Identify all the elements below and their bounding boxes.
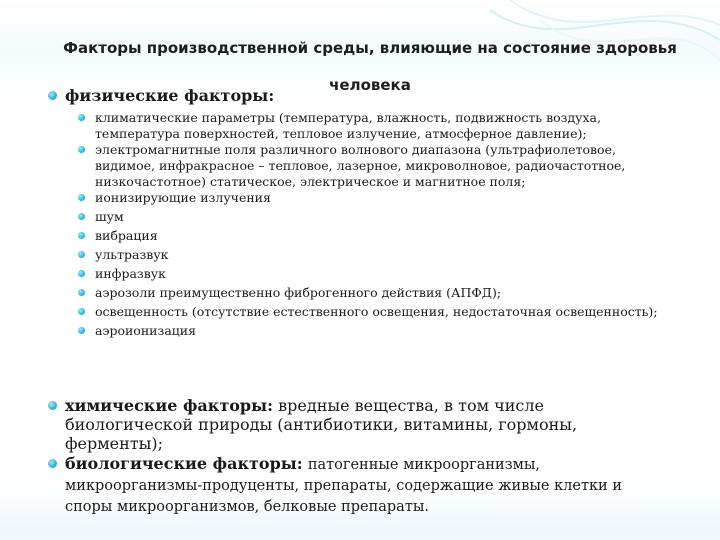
biological-factors-heading: биологические факторы: <box>65 454 303 473</box>
bullet-icon <box>78 308 85 315</box>
bullet-icon <box>78 232 85 239</box>
list-item: ионизирующие излучения <box>78 190 668 206</box>
bullet-icon <box>78 327 85 334</box>
list-item: инфразвук <box>78 266 668 282</box>
bullet-icon <box>78 114 85 121</box>
bullet-icon <box>78 289 85 296</box>
bullet-icon <box>78 270 85 277</box>
bullet-icon <box>48 459 57 468</box>
bullet-icon <box>78 213 85 220</box>
physical-factors-list <box>78 110 668 339</box>
biological-factors-text: патогенные микроорганизмы, микроорганизмы-продуценты, препараты, содержащие живые клетки и споры микроорганизмов, белковые препараты. <box>65 457 622 515</box>
chemical-factors-heading: химические факторы: <box>65 396 274 415</box>
list-item: аэрозоли преимущественно фиброгенного действия (АПФД); <box>78 285 668 301</box>
chemical-factors-text: вредные вещества, в том числе биологической природы (антибиотики, витамины, гормоны, ферменты); <box>65 396 578 453</box>
slide-title: Факторы производственной среды, влияющие на состояние здоровья человека <box>63 39 677 94</box>
bullet-icon <box>78 194 85 201</box>
bullet-icon <box>78 251 85 258</box>
list-item: вибрация <box>78 228 668 244</box>
list-item: освещенность (отсутствие естественного освещения, недостаточная освещенность); <box>78 304 668 320</box>
physical-factors-heading: физические факторы: <box>65 86 275 105</box>
list-item: шум <box>78 209 668 225</box>
list-item: аэроионизация <box>78 323 668 339</box>
list-item: ультразвук <box>78 247 668 263</box>
list-item: климатические параметры (температура, влажность, подвижность воздуха, температура поверхностей, тепловое излучение, атмосферное давление); <box>78 110 668 142</box>
bullet-icon <box>78 146 85 153</box>
bullet-icon <box>48 401 57 410</box>
bullet-icon <box>48 91 57 100</box>
list-item: электромагнитные поля различного волнового диапазона (ультрафиолетовое, видимое, инфракрасное – тепловое, лазерное, микроволновое, радиочастотное, низкочастотное) статическое, электрическое и магнитное поля; <box>78 142 668 190</box>
